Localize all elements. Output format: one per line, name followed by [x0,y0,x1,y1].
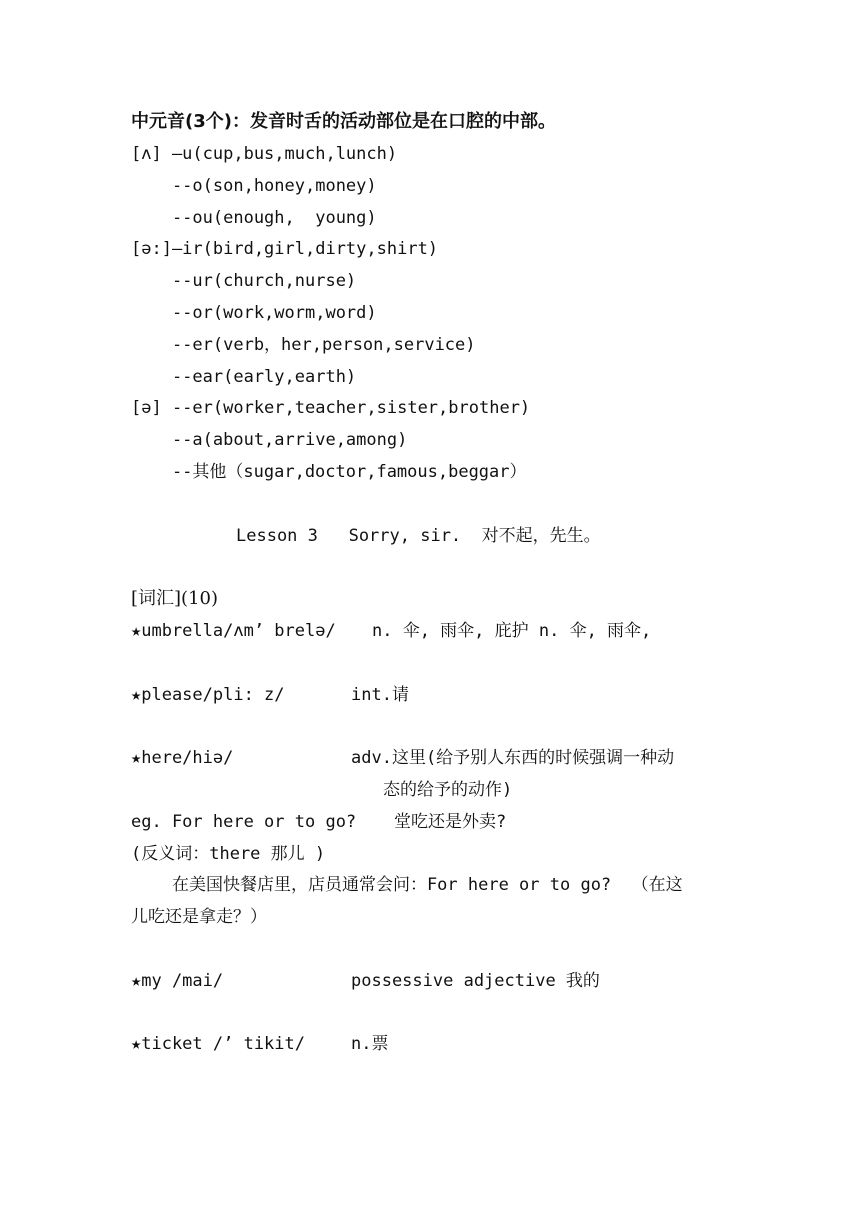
vowel-line: --ur(church,nurse) [131,271,357,291]
lesson-title: Lesson 3 Sorry, sir. 对不起，先生。 [236,526,601,546]
vowel-line: [ʌ] —u(cup,bus,much,lunch) [131,144,398,164]
vocab-term: ★please/pli: z/ [131,685,285,705]
vowel-line: --or(work,worm,word) [131,303,377,323]
example-english: eg. For here or to go? [131,812,357,832]
vocab-term: ★ticket /’ tikit/ [131,1034,305,1054]
vowel-line: --其他（sugar,doctor,famous,beggar） [131,462,527,482]
vocab-definition: adv.这里(给予别人东西的时候强调一种动 [351,748,675,768]
vocab-definition-cont: 态的给予的动作) [383,780,513,800]
vowel-line: [ə:]—ir(bird,girl,dirty,shirt) [131,239,439,259]
usage-note-line: 儿吃还是拿走？） [131,907,267,927]
vocab-term: ★here/hiə/ [131,748,234,768]
vocab-definition: n.票 [351,1034,389,1054]
vocab-term: ★my /mai/ [131,971,224,991]
vocab-definition: possessive adjective 我的 [351,971,600,991]
usage-note-line: 在美国快餐店里，店员通常会问：For here or to go? （在这 [131,875,683,895]
vowel-line: --er(verb，her,person,service) [131,335,476,355]
section-title: 中元音(3个)：发音时舌的活动部位是在口腔的中部。 [131,111,556,132]
example-chinese: 堂吃还是外卖? [394,812,507,832]
vocab-definition: n. 伞, 雨伞, 庇护 n. 伞, 雨伞, [372,621,652,641]
antonym-note: (反义词：there 那儿 ) [131,844,326,864]
vocab-header: [词汇](10) [131,588,218,609]
vowel-line: --o(son,honey,money) [131,176,377,196]
vowel-line: --a(about,arrive,among) [131,430,408,450]
vowel-line: [ə] --er(worker,teacher,sister,brother) [131,398,531,418]
vowel-line: --ear(early,earth) [131,367,357,387]
vowel-line: --ou(enough, young) [131,208,377,228]
vocab-definition: int.请 [351,685,409,705]
vocab-term: ★umbrella/ʌm’ brelə/ [131,621,336,641]
